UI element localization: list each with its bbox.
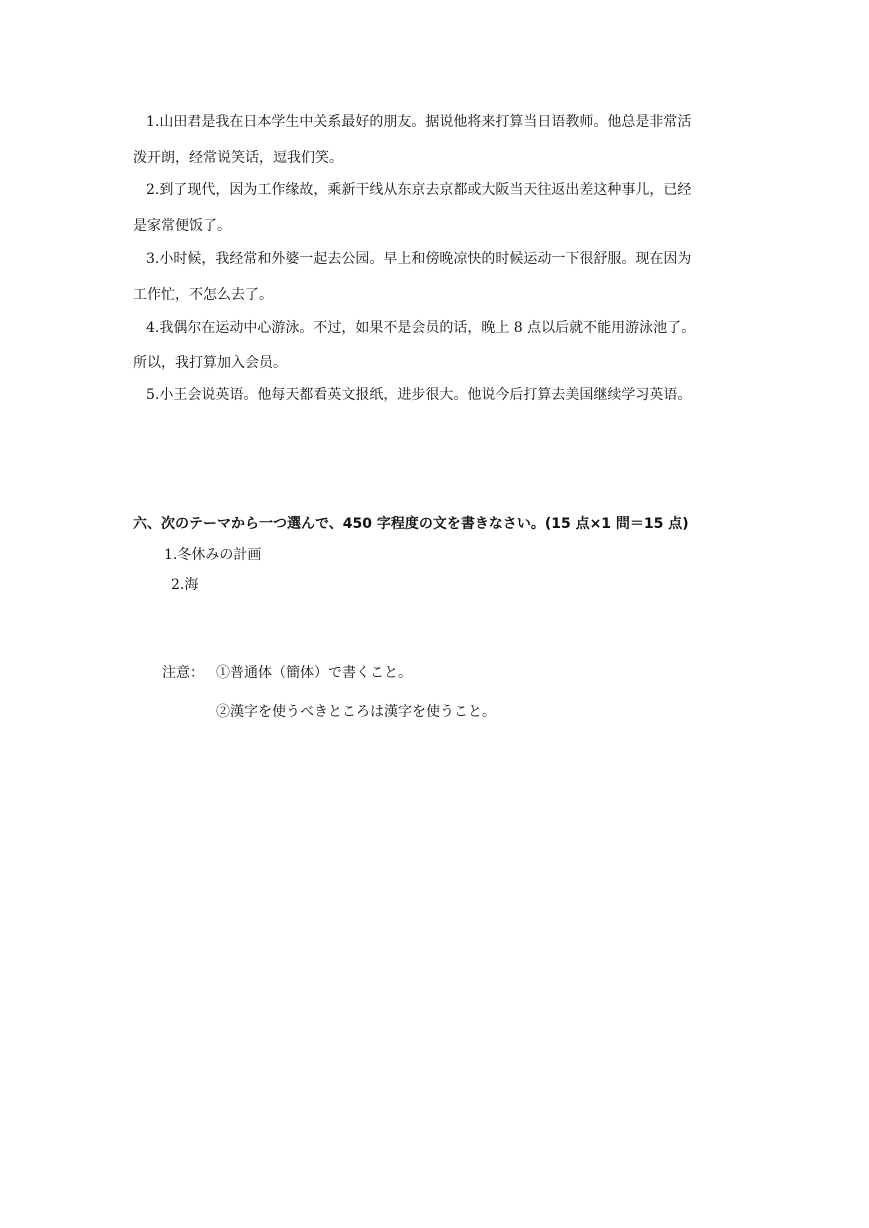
section-6-heading: 六、次のテーマから一つ選んで、450 字程度の文を書きなさい。(15 点×1 問＝15 点): [133, 516, 689, 532]
item-4-line-1: 4.我偶尔在运动中心游泳。不过，如果不是会员的话，晚上 8 点以后就不能用游泳池了。: [146, 320, 696, 336]
item-3-line-1: 3.小时候，我经常和外婆一起去公园。早上和傍晚凉快的时候运动一下很舒服。现在因为: [146, 251, 692, 267]
notes-label: 注意：: [162, 665, 204, 681]
item-2-line-2: 是家常便饭了。: [133, 218, 231, 234]
item-1-line-1: 1.山田君是我在日本学生中关系最好的朋友。据说他将来打算当日语教师。他总是非常活: [146, 114, 692, 130]
topic-1: 1.冬休みの計画: [164, 547, 262, 563]
item-1-line-2: 泼开朗，经常说笑话，逗我们笑。: [133, 150, 343, 166]
topic-2: 2.海: [171, 577, 199, 593]
note-2: ②漢字を使うべきところは漢字を使うこと。: [216, 704, 496, 720]
item-3-line-2: 工作忙，不怎么去了。: [133, 287, 273, 303]
item-5-line-1: 5.小王会说英语。他每天都看英文报纸，进步很大。他说今后打算去美国继续学习英语。: [146, 387, 692, 403]
item-2-line-1: 2.到了现代，因为工作缘故，乘新干线从东京去京都或大阪当天往返出差这种事儿，已经: [146, 182, 692, 198]
item-4-line-2: 所以，我打算加入会员。: [133, 355, 287, 371]
note-1: ①普通体（簡体）で書くこと。: [216, 665, 412, 681]
